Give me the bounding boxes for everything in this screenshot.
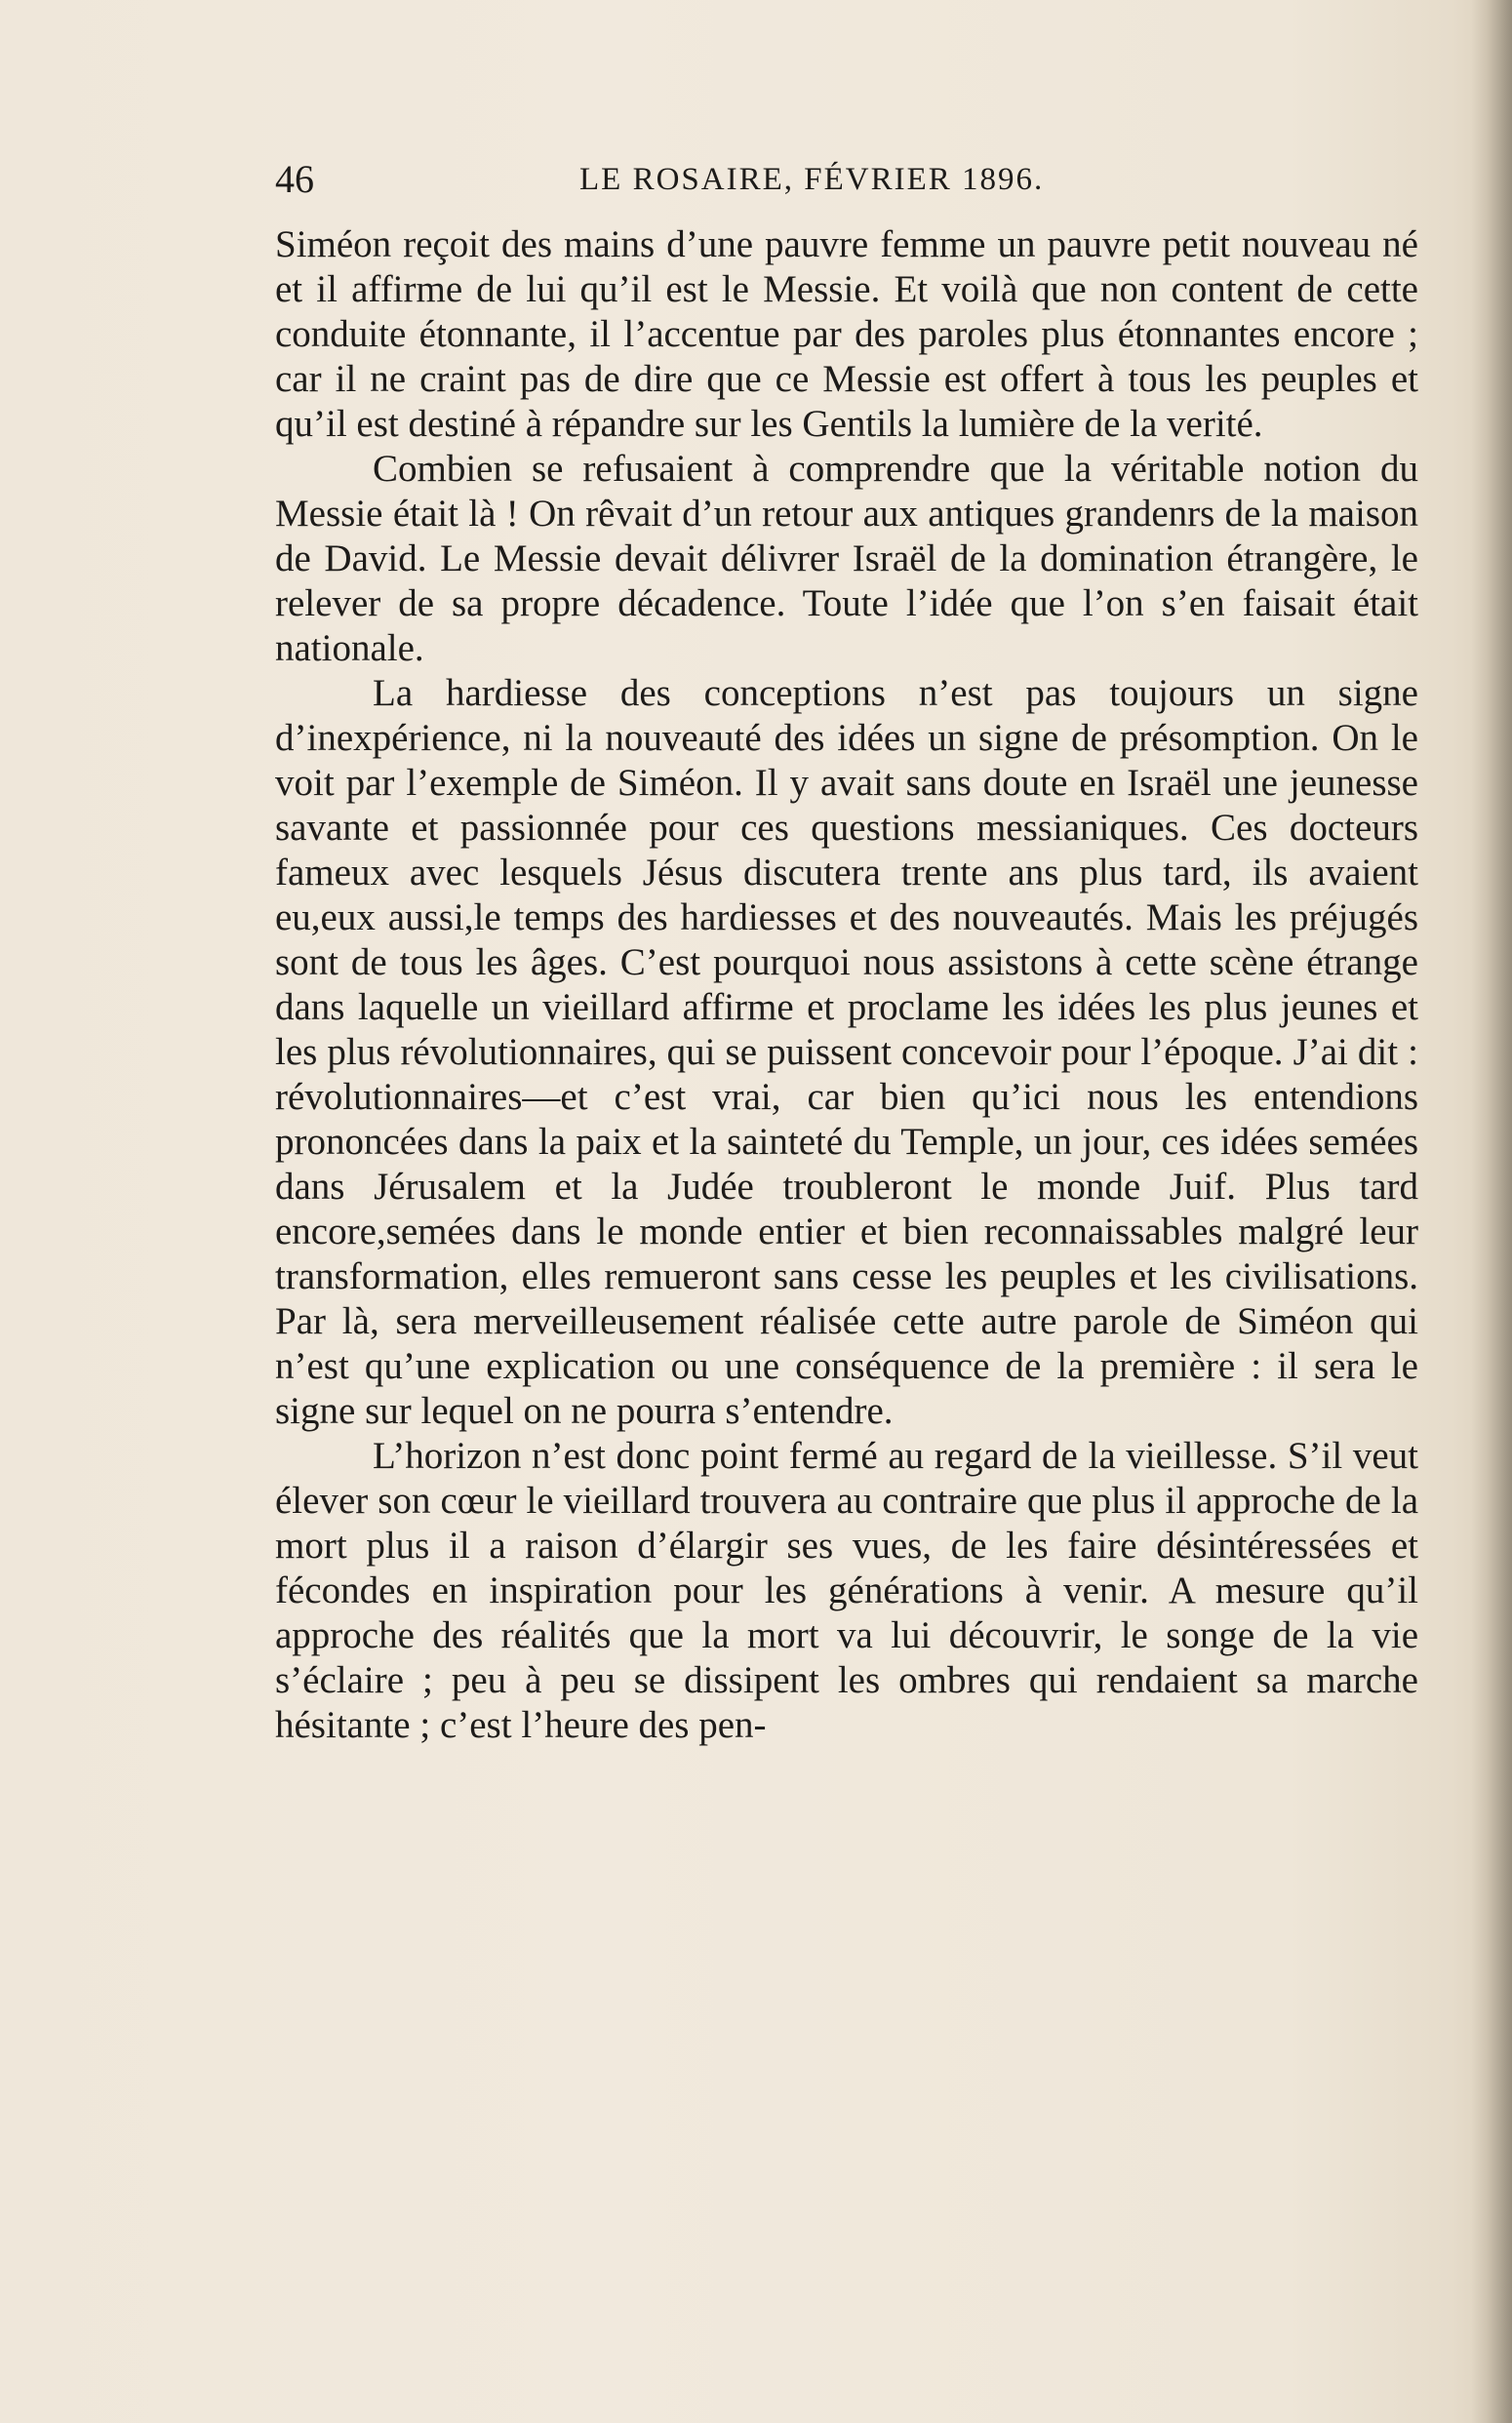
binding-shadow: [1471, 0, 1512, 2423]
page-header: [275, 156, 1397, 215]
paragraph-1: Siméon reçoit des mains d’une pauvre femme un pauvre petit nouveau né et il affirme de lui qu’il est le Messie. Et voilà que non content de cette conduite étonnante, il l’accentue par des paroles plus étonnantes encore ; car il ne craint pas de dire que ce Messie est offert à tous les peuples et qu’il est destiné à répandre sur les Gentils la lumière de la verité.: [275, 223, 1418, 445]
paragraph-2: Combien se refusaient à comprendre que la véritable notion du Messie était là ! On rêvait d’un retour aux antiques grandenrs de la maison de David. Le Messie devait délivrer Israël de la domination étrangère, le relever de sa propre décadence. Toute l’idée que l’on s’en faisait était nationale.: [275, 448, 1418, 669]
page-number: 46: [275, 157, 314, 201]
running-title: LE ROSAIRE, FÉVRIER 1896.: [579, 162, 1045, 197]
body-text: [275, 222, 1418, 1748]
paragraph-3: La hardiesse des conceptions n’est pas toujours un signe d’inexpérience, ni la nouveauté des idées un signe de présomption. On le voit par l’exemple de Siméon. Il y avait sans doute en Israël une jeunesse savante et passionnée pour ces questions messianiques. Ces docteurs fameux avec lesquels Jésus discutera trente ans plus tard, ils avaient eu,eux aussi,le temps des hardiesses et des nouveautés. Mais les préjugés sont de tous les âges. C’est pourquoi nous assistons à cette scène étrange dans laquelle un vieillard affirme et proclame les idées les plus jeunes et les plus révolutionnaires, qui se puissent concevoir pour l’époque. J’ai dit : révolutionnaires—et c’est vrai, car bien qu’ici nous les entendions prononcées dans la paix et la sainteté du Temple, un jour, ces idées semées dans Jérusalem et la Judée troubleront le monde Juif. Plus tard encore,semées dans le monde entier et bien reconnaissables malgré leur transformation, elles remueront sans cesse les peuples et les civilisations. Par là, sera merveilleusement réalisée cette autre parole de Siméon qui n’est qu’une explication ou une conséquence de la première : il sera le signe sur lequel on ne pourra s’entendre.: [275, 672, 1418, 1432]
paragraph-4: L’horizon n’est donc point fermé au regard de la vieillesse. S’il veut élever son cœur le vieillard trouvera au contraire que plus il approche de la mort plus il a raison d’élargir ses vues, de les faire désintéressées et fécondes en inspiration pour les générations à venir. A mesure qu’il approche des réalités que la mort va lui découvrir, le songe de la vie s’éclaire ; peu à peu se dissipent les ombres qui rendaient sa marche hésitante ; c’est l’heure des pen-: [275, 1435, 1418, 1746]
